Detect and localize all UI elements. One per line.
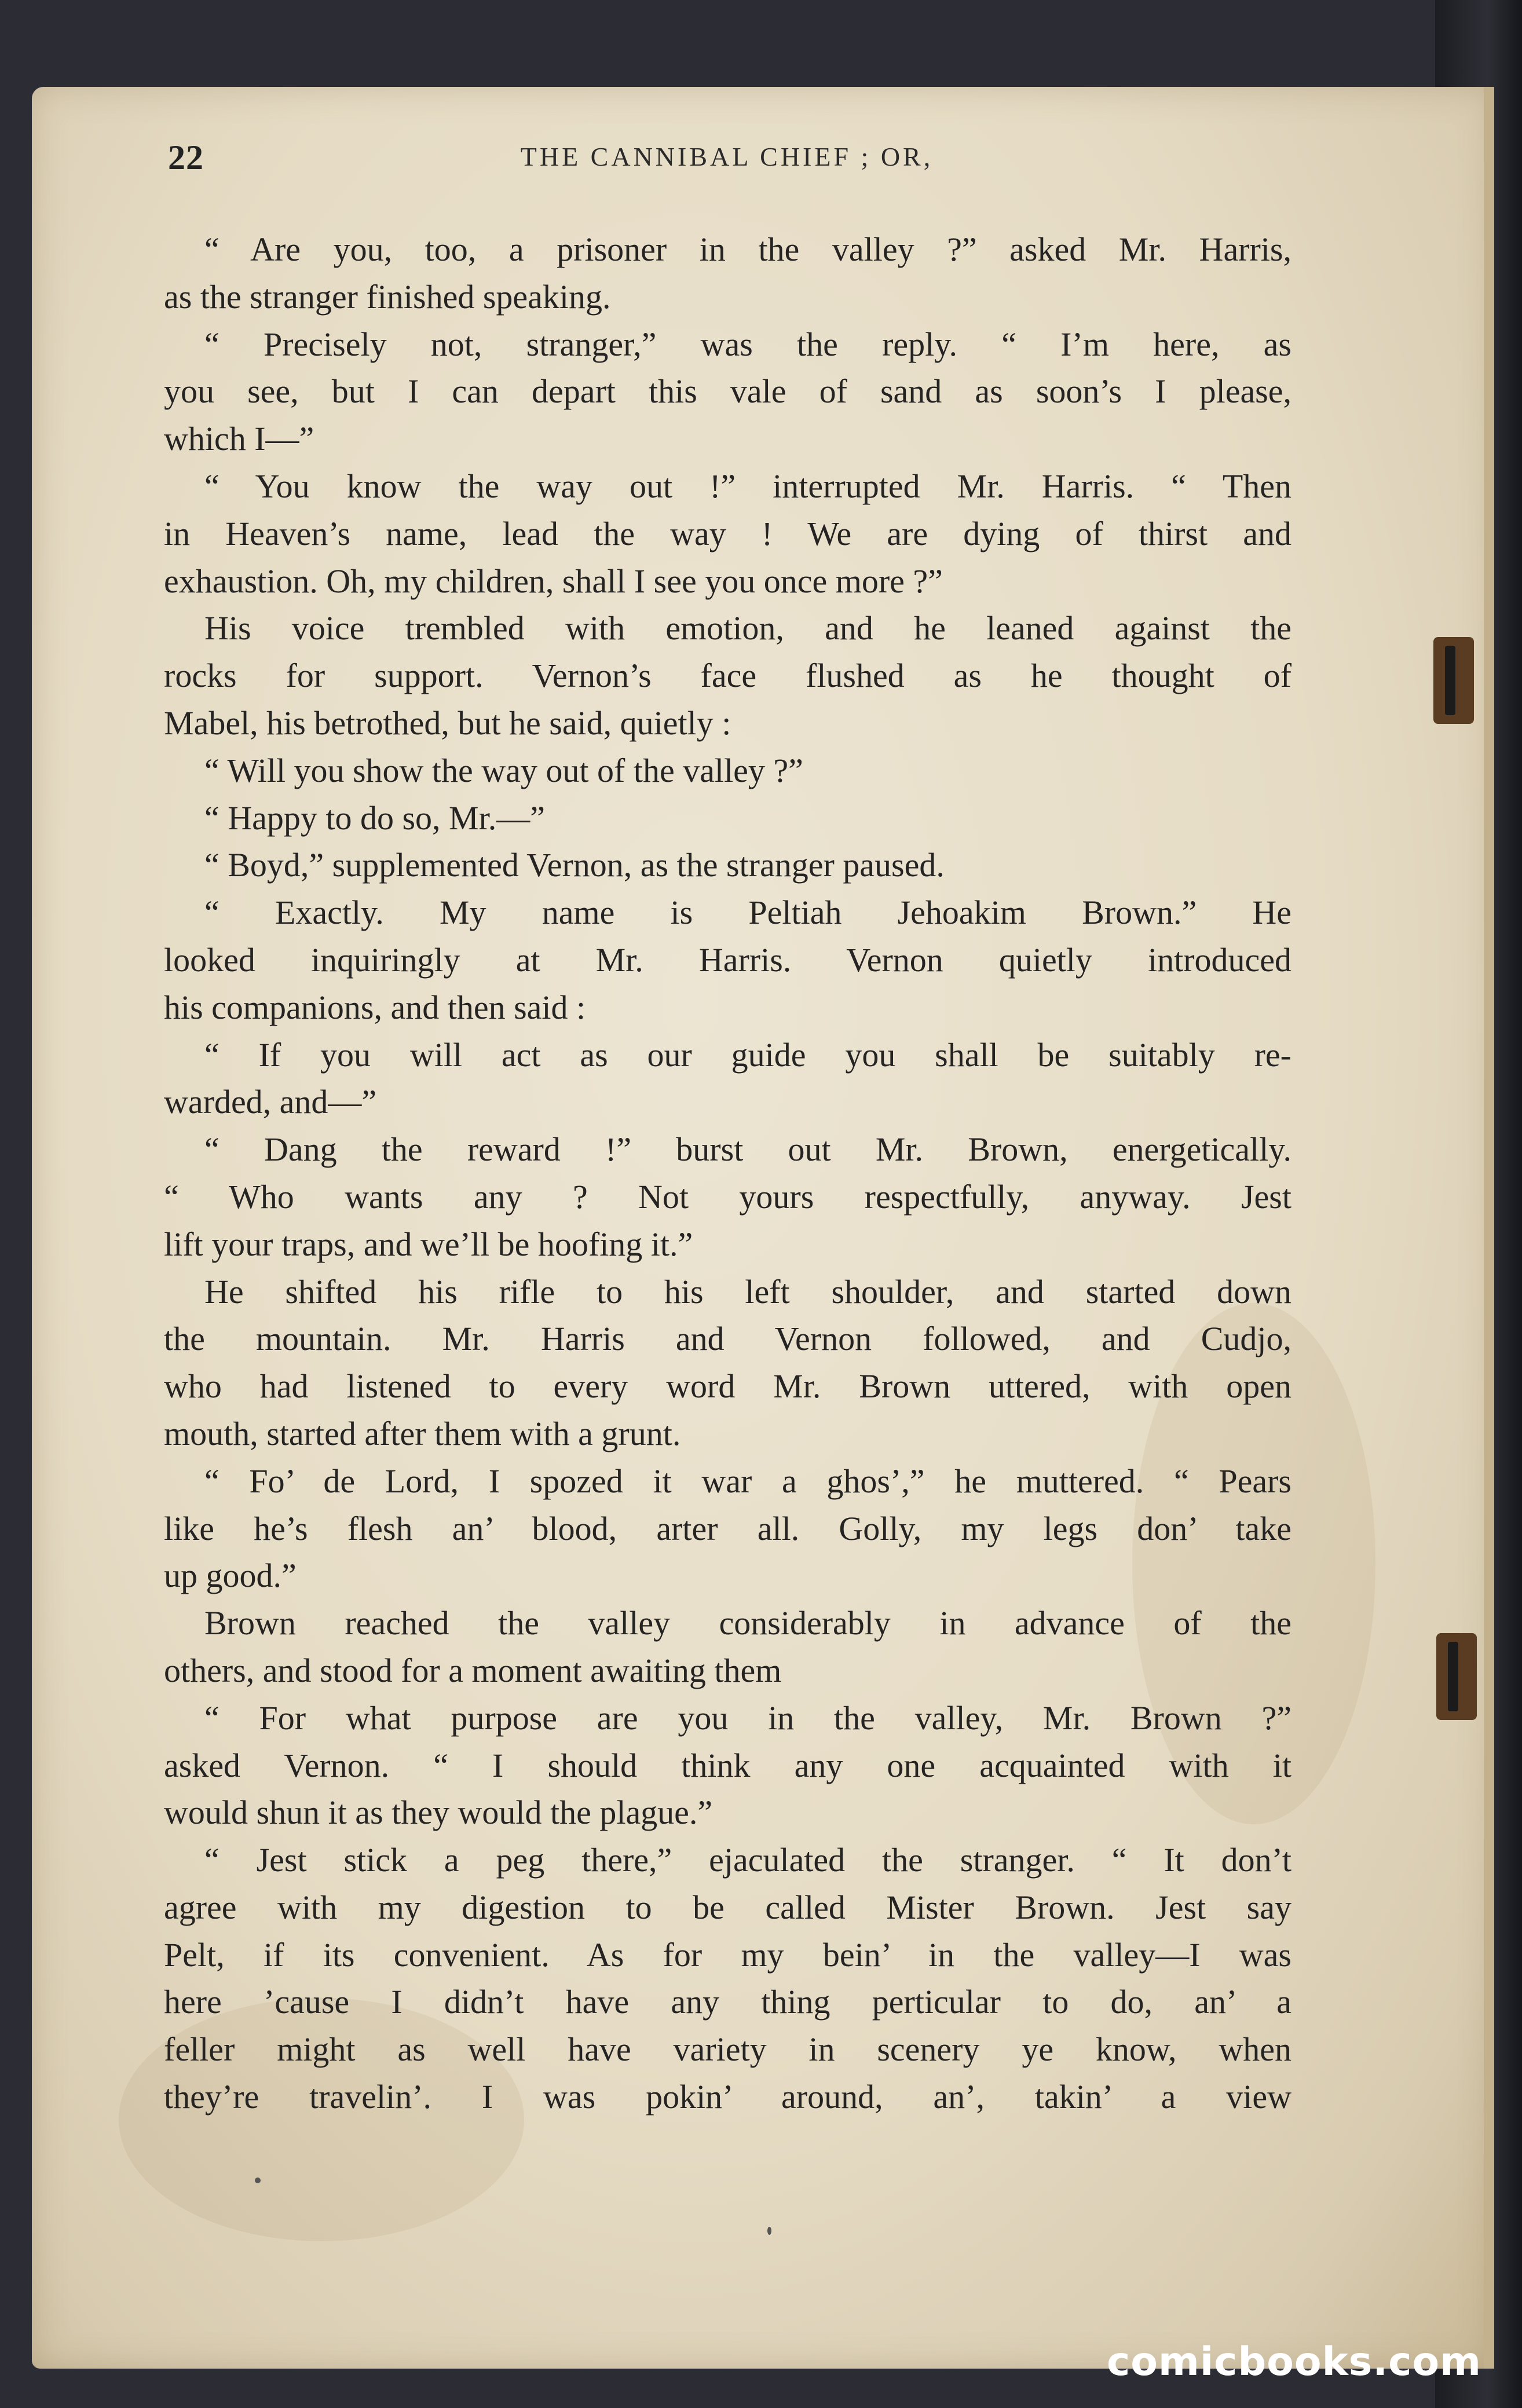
text-line: you see, but I can depart this vale of sand as soon’s I please,: [164, 372, 1291, 411]
text-line: like he’s flesh an’ blood, arter all. Golly, my legs don’ take: [164, 1509, 1291, 1547]
binding-tab: [1436, 1633, 1477, 1720]
text-line: as the stranger finished speaking.: [164, 277, 611, 316]
text-line: “ For what purpose are you in the valley, Mr. Brown ?”: [204, 1699, 1291, 1737]
text-line: lift your traps, and we’ll be hoofing it.”: [164, 1225, 693, 1263]
text-line: feller might as well have variety in scenery ye know, when: [164, 2030, 1291, 2069]
ink-speck: [255, 2178, 261, 2183]
text-line: up good.”: [164, 1557, 297, 1595]
body-text: [164, 226, 1291, 2121]
ink-speck: [767, 2227, 771, 2235]
text-line: His voice trembled with emotion, and he leaned against the: [204, 609, 1291, 647]
text-line: He shifted his rifle to his left shoulder, and started down: [204, 1272, 1291, 1311]
text-line: “ Are you, too, a prisoner in the valley ?” asked Mr. Harris,: [204, 230, 1291, 268]
text-line: warded, and—”: [164, 1083, 377, 1121]
running-title: THE CANNIBAL CHIEF ; OR,: [520, 142, 934, 171]
watermark: comicbooks.com: [1106, 2339, 1481, 2385]
text-line: “ Fo’ de Lord, I spozed it war a ghos’,” he muttered. “ Pears: [204, 1462, 1291, 1500]
text-line: looked inquiringly at Mr. Harris. Vernon quietly introduced: [164, 940, 1291, 979]
text-line: others, and stood for a moment awaiting them: [164, 1651, 782, 1689]
text-line: “ Precisely not, stranger,” was the reply. “ I’m here, as: [204, 325, 1291, 363]
text-line: Brown reached the valley considerably in advance of the: [204, 1604, 1291, 1642]
text-line: his companions, and then said :: [164, 988, 586, 1026]
text-line: “ If you will act as our guide you shall be suitably re-: [204, 1035, 1291, 1074]
text-line: who had listened to every word Mr. Brown uttered, with open: [164, 1367, 1291, 1406]
text-line: the mountain. Mr. Harris and Vernon followed, and Cudjo,: [164, 1320, 1291, 1358]
text-line: “ You know the way out !” interrupted Mr. Harris. “ Then: [204, 467, 1291, 505]
text-line: Mabel, his betrothed, but he said, quietly :: [164, 704, 731, 742]
text-line: they’re travelin’. I was pokin’ around, an’, takin’ a view: [164, 2078, 1291, 2116]
text-line: “ Boyd,” supplemented Vernon, as the stranger paused.: [204, 846, 945, 884]
text-line: asked Vernon. “ I should think any one acquainted with it: [164, 1746, 1291, 1784]
text-line: exhaustion. Oh, my children, shall I see you once more ?”: [164, 562, 943, 600]
text-line: here ’cause I didn’t have any thing perticular to do, an’ a: [164, 1983, 1291, 2021]
text-line: rocks for support. Vernon’s face flushed as he thought of: [164, 657, 1291, 695]
text-line: “ Who wants any ? Not yours respectfully, anyway. Jest: [164, 1177, 1291, 1216]
page-number: 22: [168, 138, 204, 177]
text-line: “ Dang the reward !” burst out Mr. Brown, energetically.: [204, 1130, 1291, 1169]
text-line: in Heaven’s name, lead the way ! We are dying of thirst and: [164, 514, 1291, 552]
text-line: agree with my digestion to be called Mister Brown. Jest say: [164, 1888, 1291, 1926]
text-line: would shun it as they would the plague.”: [164, 1794, 713, 1832]
text-line: “ Jest stick a peg there,” ejaculated the stranger. “ It don’t: [204, 1841, 1291, 1879]
text-line: which I—”: [164, 420, 314, 458]
text-line: “ Exactly. My name is Peltiah Jehoakim Brown.” He: [204, 894, 1291, 932]
text-line: “ Will you show the way out of the valley ?”: [204, 751, 803, 789]
text-line: Pelt, if its convenient. As for my bein’ in the valley—I was: [164, 1935, 1291, 1974]
text-line: “ Happy to do so, Mr.—”: [204, 799, 545, 837]
binding-tab: [1433, 637, 1474, 724]
running-header: [168, 138, 1286, 190]
text-line: mouth, started after them with a grunt.: [164, 1414, 681, 1452]
